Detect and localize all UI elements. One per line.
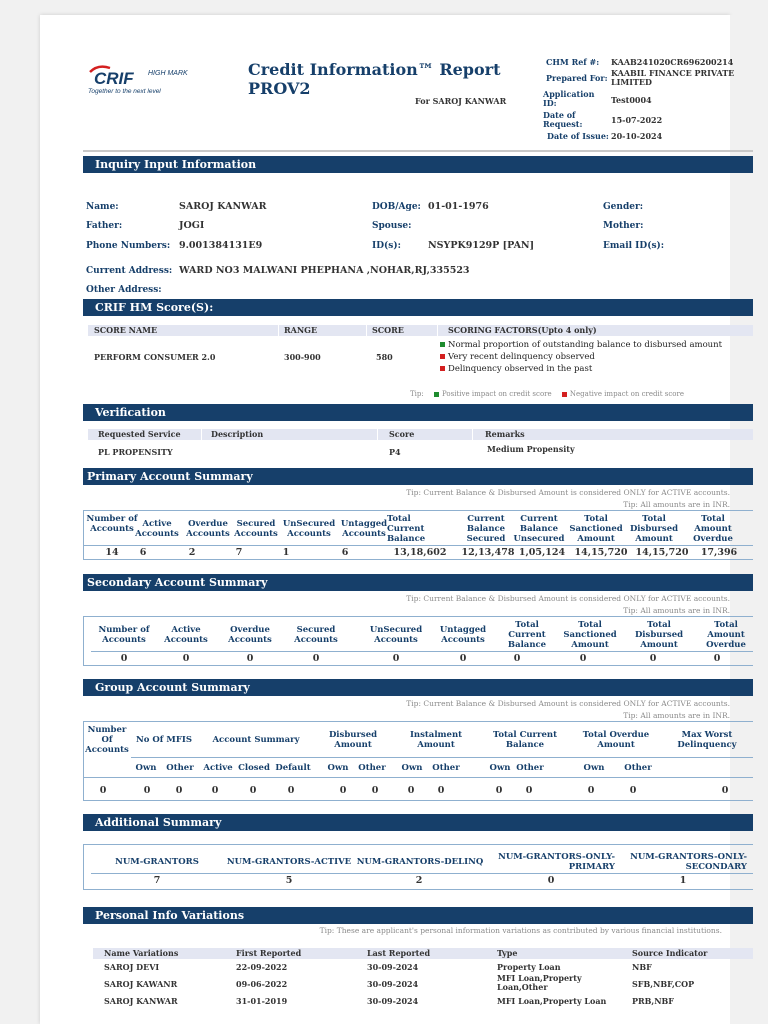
positive-legend-icon [434, 392, 439, 397]
section-primary: Primary Account Summary [83, 468, 753, 485]
group-td: 0 [175, 785, 183, 796]
group-table [83, 721, 753, 801]
personal-first: 31-01-2019 [236, 996, 288, 1006]
group-sub-th: Own [401, 763, 423, 773]
primary-td: 7 [235, 547, 243, 558]
secondary-td: 0 [182, 653, 190, 664]
secondary-th: Secured Accounts [294, 625, 338, 645]
group-th: Number Of Accounts [85, 725, 129, 755]
primary-td: 6 [341, 547, 349, 558]
meta-value: 15-07-2022 [611, 115, 663, 125]
meta-value: Test0004 [611, 95, 652, 105]
score-tip-positive: Positive impact on credit score [441, 390, 552, 398]
section-group: Group Account Summary [83, 679, 753, 696]
score-range: 300-900 [284, 352, 321, 362]
table-rule [83, 844, 753, 845]
primary-th: UnSecured Accounts [282, 519, 336, 539]
header-divider [83, 150, 753, 152]
primary-th: Active Accounts [135, 519, 179, 539]
table-rule [83, 545, 753, 546]
table-rule [91, 873, 753, 874]
personal-type: Property Loan [497, 962, 561, 972]
secondary-td: 0 [459, 653, 467, 664]
secondary-tip-inr: Tip: All amounts are in INR. [623, 606, 730, 615]
report-title-line1: Credit Information™ Report [248, 60, 501, 79]
primary-td: 14,15,720 [635, 547, 689, 558]
group-sub-th: Own [583, 763, 605, 773]
other-address-label: Other Address: [86, 285, 162, 295]
personal-name: SAROJ KANWAR [104, 996, 178, 1006]
address-value: WARD NO3 MALWANI PHEPHANA ,NOHAR,RJ,335523 [179, 265, 470, 276]
group-td: 0 [629, 785, 637, 796]
group-sub-th: Other [624, 763, 652, 773]
verification-th-service: Requested Service [98, 429, 181, 439]
score-factor [440, 364, 592, 374]
primary-th: Total Current Balance [387, 514, 426, 544]
score-tip-negative: Negative impact on credit score [569, 390, 685, 398]
score-th-divider [278, 325, 279, 336]
additional-th: NUM-GRANTORS-ONLY-PRIMARY [498, 852, 615, 872]
primary-th: Total Disbursed Amount [629, 514, 679, 544]
primary-th: Number of Accounts [86, 514, 138, 534]
phone-value: 9.001384131E9 [179, 240, 263, 251]
score-th-range: RANGE [284, 325, 318, 335]
table-rule [83, 665, 753, 666]
primary-table [83, 510, 753, 560]
personal-first: 22-09-2022 [236, 962, 288, 972]
personal-type: MFI Loan,Property Loan [497, 996, 607, 1006]
additional-th: NUM-GRANTORS-ACTIVE [226, 857, 352, 867]
spouse-label: Spouse: [372, 221, 412, 231]
crif-logo [88, 62, 188, 96]
secondary-th: Total Sanctioned Amount [563, 620, 617, 650]
primary-td: 17,396 [700, 547, 738, 558]
score-factor-text: Delinquency observed in the past [448, 364, 593, 374]
logo-sub: HIGH MARK [148, 70, 188, 77]
secondary-td: 0 [579, 653, 587, 664]
primary-td: 12,13,478 [461, 547, 515, 558]
group-td: 0 [525, 785, 533, 796]
group-td: 0 [211, 785, 219, 796]
score-factor [440, 340, 722, 350]
personal-last: 30-09-2024 [367, 996, 419, 1006]
table-rule [83, 777, 753, 778]
secondary-td: 0 [513, 653, 521, 664]
personal-name: SAROJ DEVI [104, 962, 160, 972]
score-th-score: SCORE [372, 325, 404, 335]
verification-th-remarks: Remarks [485, 429, 525, 439]
meta-label: Date of Request: [543, 110, 583, 129]
secondary-th: Number of Accounts [98, 625, 150, 645]
phone-label: Phone Numbers: [86, 241, 171, 251]
verification-remarks: Medium Propensity [487, 444, 575, 454]
group-td: 0 [249, 785, 257, 796]
personal-source: SFB,NBF,COP [632, 979, 695, 989]
personal-th-name: Name Variations [104, 948, 179, 958]
primary-tip-inr: Tip: All amounts are in INR. [623, 500, 730, 509]
primary-th: Secured Accounts [234, 519, 278, 539]
group-td: 0 [287, 785, 295, 796]
additional-th: NUM-GRANTORS-ONLY-SECONDARY [630, 852, 747, 872]
verification-table-header [88, 429, 753, 440]
meta-label: Application ID: [543, 89, 595, 108]
group-th: Instalment Amount [409, 730, 463, 750]
verification-th-description: Description [211, 429, 264, 439]
section-score: CRIF HM Score(S): [83, 299, 753, 316]
meta-label: CHM Ref #: [546, 57, 600, 67]
score-factor-text: Very recent delinquency observed [448, 352, 595, 362]
group-td: 0 [99, 785, 107, 796]
group-sub-th: Active [203, 763, 233, 773]
group-sub-th: Other [358, 763, 386, 773]
group-sub-th: Other [516, 763, 544, 773]
table-rule [83, 721, 753, 722]
group-td: 0 [407, 785, 415, 796]
personal-th-source: Source Indicator [632, 948, 708, 958]
group-td: 0 [339, 785, 347, 796]
logo-brand: CRIF [94, 69, 134, 88]
positive-impact-icon [440, 342, 445, 347]
report-title [248, 60, 508, 98]
secondary-table [83, 616, 753, 666]
table-rule [91, 651, 753, 652]
logo-tagline: Together to the next level [88, 88, 161, 95]
verification-th-score: Score [389, 429, 415, 439]
table-rule [83, 616, 753, 617]
table-rule [83, 616, 84, 666]
secondary-tip-active: Tip: Current Balance & Disbursed Amount is considered ONLY for ACTIVE accounts. [406, 594, 730, 603]
primary-th: Total Sanctioned Amount [569, 514, 623, 544]
secondary-td: 0 [713, 653, 721, 664]
dob-label: DOB/Age: [372, 202, 421, 212]
section-secondary: Secondary Account Summary [83, 574, 753, 591]
table-rule [83, 559, 753, 560]
table-rule [83, 889, 753, 890]
address-label: Current Address: [86, 266, 173, 276]
personal-th-type: Type [497, 948, 518, 958]
table-rule [83, 844, 84, 890]
secondary-th: Overdue Accounts [228, 625, 272, 645]
score-th-factors: SCORING FACTORS(Upto 4 only) [448, 325, 597, 335]
group-sub-th: Closed [238, 763, 270, 773]
secondary-th: Total Disbursed Amount [634, 620, 684, 650]
personal-th-first: First Reported [236, 948, 302, 958]
report-for: For SAROJ KANWAR [415, 96, 507, 106]
secondary-td: 0 [649, 653, 657, 664]
personal-source: NBF [632, 962, 652, 972]
score-tip-label: Tip: [410, 390, 424, 398]
group-td: 0 [143, 785, 151, 796]
personal-tip: Tip: These are applicant's personal information variations as contributed by various financial institutions. [319, 926, 722, 935]
ids-label: ID(s): [372, 241, 401, 251]
secondary-td: 0 [392, 653, 400, 664]
group-th: Total Overdue Amount [582, 730, 650, 750]
secondary-th: Total Amount Overdue [706, 620, 746, 650]
primary-th: Untagged Accounts [340, 519, 388, 539]
primary-th: Overdue Accounts [186, 519, 230, 539]
secondary-th: Untagged Accounts [439, 625, 487, 645]
additional-td: 7 [153, 875, 161, 886]
group-sub-th: Own [489, 763, 511, 773]
additional-th: NUM-GRANTORS [115, 857, 199, 867]
ids-value: NSYPK9129P [PAN] [428, 240, 535, 251]
primary-th: Total Amount Overdue [693, 514, 733, 544]
group-sub-th: Default [275, 763, 311, 773]
group-tip-inr: Tip: All amounts are in INR. [623, 711, 730, 720]
additional-td: 5 [285, 875, 293, 886]
verification-th-divider [472, 429, 473, 440]
secondary-td: 0 [120, 653, 128, 664]
verification-service: PL PROPENSITY [98, 447, 173, 457]
name-value: SAROJ KANWAR [179, 201, 267, 212]
verification-th-divider [201, 429, 202, 440]
primary-td: 13,18,602 [393, 547, 447, 558]
meta-value: KAABIL FINANCE PRIVATE LIMITED [611, 68, 735, 87]
meta-value: 20-10-2024 [611, 131, 663, 141]
verification-score: P4 [389, 447, 401, 457]
personal-name: SAROJ KAWANR [104, 979, 178, 989]
score-th-divider [366, 325, 367, 336]
group-sub-th: Other [166, 763, 194, 773]
group-td: 0 [371, 785, 379, 796]
verification-th-divider [377, 429, 378, 440]
meta-value: KAAB241020CR696200214 [611, 57, 734, 67]
primary-td: 1,05,124 [518, 547, 566, 558]
group-th: Max Worst Delinquency [677, 730, 737, 750]
score-tip [410, 390, 684, 398]
secondary-th: UnSecured Accounts [369, 625, 423, 645]
secondary-th: Active Accounts [164, 625, 208, 645]
email-label: Email ID(s): [603, 241, 665, 251]
section-personal: Personal Info Variations [83, 907, 753, 924]
personal-source: PRB,NBF [632, 996, 674, 1006]
primary-th: Current Balance Secured [466, 514, 506, 544]
score-th-divider [437, 325, 438, 336]
mother-label: Mother: [603, 221, 644, 231]
primary-td: 2 [188, 547, 196, 558]
score-th-name: SCORE NAME [94, 325, 158, 335]
secondary-td: 0 [312, 653, 320, 664]
meta-label: Prepared For: [546, 73, 608, 83]
primary-tip-active: Tip: Current Balance & Disbursed Amount is considered ONLY for ACTIVE accounts. [406, 488, 730, 497]
section-additional: Additional Summary [83, 814, 753, 831]
report-title-line2: PROV2 [248, 79, 311, 98]
meta-label: Date of Issue: [547, 131, 609, 141]
primary-td: 1 [282, 547, 290, 558]
score-factor-text: Normal proportion of outstanding balance to disbursed amount [448, 340, 723, 350]
primary-td: 14,15,720 [574, 547, 628, 558]
section-verification: Verification [83, 404, 753, 421]
negative-impact-icon [440, 366, 445, 371]
group-sub-th: Own [135, 763, 157, 773]
group-td: 0 [495, 785, 503, 796]
score-factor [440, 352, 595, 362]
group-sub-th: Other [432, 763, 460, 773]
secondary-td: 0 [246, 653, 254, 664]
score-name: PERFORM CONSUMER 2.0 [94, 352, 216, 362]
additional-table [83, 844, 753, 890]
group-td: 0 [721, 785, 729, 796]
additional-td: 0 [547, 875, 555, 886]
additional-th: NUM-GRANTORS-DELINQ [356, 857, 484, 867]
crif-logo-mark [88, 62, 188, 96]
negative-legend-icon [562, 392, 567, 397]
group-th: Account Summary [212, 735, 300, 745]
additional-td: 1 [679, 875, 687, 886]
gender-label: Gender: [603, 202, 644, 212]
group-th: Total Current Balance [492, 730, 558, 750]
personal-last: 30-09-2024 [367, 979, 419, 989]
group-tip-active: Tip: Current Balance & Disbursed Amount is considered ONLY for ACTIVE accounts. [406, 699, 730, 708]
dob-value: 01-01-1976 [428, 201, 489, 212]
table-rule [83, 510, 753, 511]
section-inquiry: Inquiry Input Information [83, 156, 753, 173]
personal-type: MFI Loan,Property Loan,Other [497, 973, 582, 992]
personal-first: 09-06-2022 [236, 979, 288, 989]
score-table-header [88, 325, 753, 336]
group-th: Disbursed Amount [328, 730, 378, 750]
primary-th: Current Balance Unsecured [513, 514, 565, 544]
primary-td: 6 [139, 547, 147, 558]
group-sub-th: Own [327, 763, 349, 773]
group-th: No Of MFIS [136, 735, 192, 745]
father-value: JOGI [179, 220, 205, 231]
secondary-th: Total Current Balance [507, 620, 547, 650]
group-td: 0 [437, 785, 445, 796]
father-label: Father: [86, 221, 123, 231]
additional-td: 2 [415, 875, 423, 886]
table-rule [83, 800, 753, 801]
personal-th-last: Last Reported [367, 948, 431, 958]
score-value: 580 [376, 352, 393, 362]
personal-last: 30-09-2024 [367, 962, 419, 972]
group-td: 0 [587, 785, 595, 796]
table-rule [131, 757, 753, 758]
negative-impact-icon [440, 354, 445, 359]
name-label: Name: [86, 202, 119, 212]
primary-td: 14 [105, 547, 119, 558]
